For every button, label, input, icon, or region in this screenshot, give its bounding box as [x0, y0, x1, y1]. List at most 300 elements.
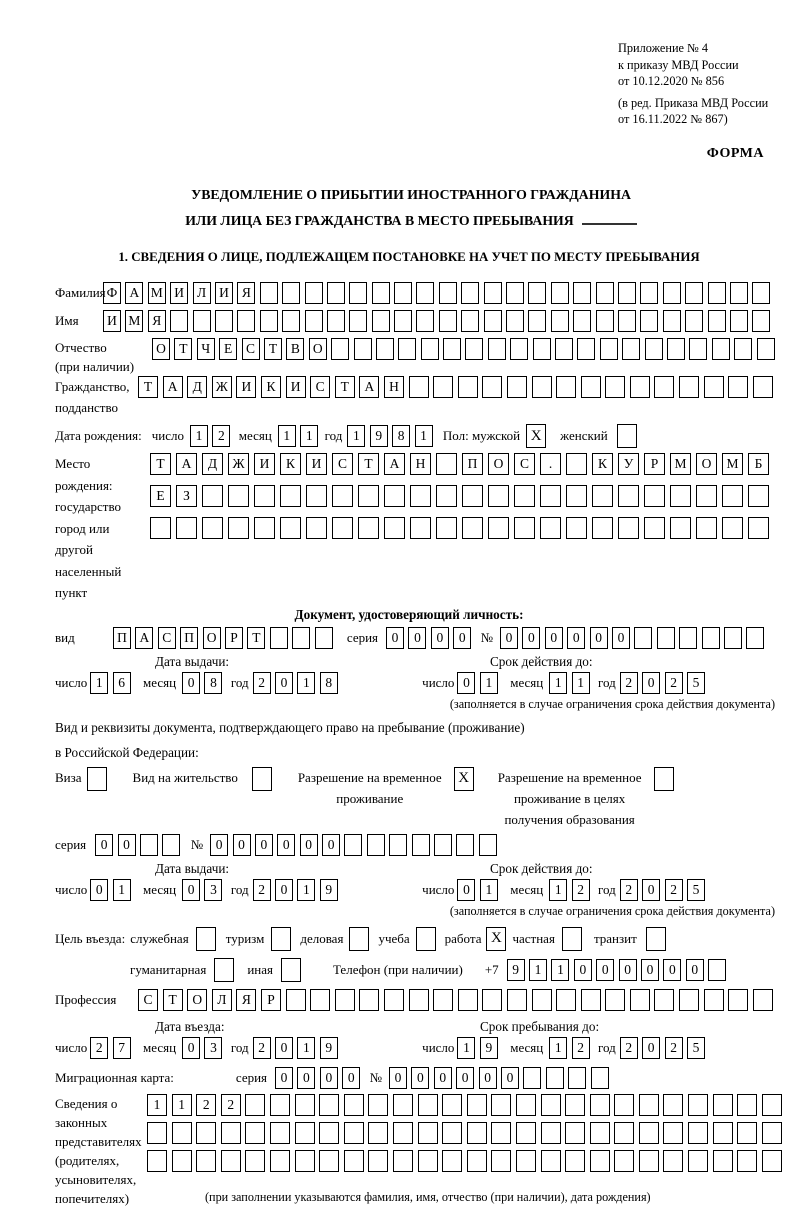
char-cell[interactable]: 1 [297, 1037, 315, 1059]
char-cell[interactable]: К [280, 453, 301, 475]
char-cell[interactable]: И [215, 282, 233, 304]
char-cell[interactable] [254, 517, 275, 539]
char-cell[interactable]: 0 [182, 879, 200, 901]
char-cell[interactable] [590, 1122, 610, 1144]
char-cell[interactable]: 0 [663, 959, 681, 981]
char-cell[interactable] [566, 453, 587, 475]
char-cell[interactable] [618, 282, 636, 304]
char-cell[interactable] [670, 517, 691, 539]
char-cell[interactable]: 5 [687, 1037, 705, 1059]
char-cell[interactable]: 0 [522, 627, 540, 649]
char-cell[interactable] [245, 1094, 265, 1116]
char-cell[interactable]: 2 [620, 672, 638, 694]
char-cell[interactable] [713, 1122, 733, 1144]
char-cell[interactable]: О [696, 453, 717, 475]
char-cell[interactable]: 1 [190, 425, 208, 447]
char-cell[interactable] [592, 517, 613, 539]
char-cell[interactable] [596, 310, 614, 332]
char-cell[interactable] [555, 338, 573, 360]
char-cell[interactable]: М [125, 310, 143, 332]
char-cell[interactable] [418, 1150, 438, 1172]
char-cell[interactable] [630, 989, 650, 1011]
char-cell[interactable] [708, 310, 726, 332]
stay-year-cells[interactable] [620, 1037, 710, 1059]
char-cell[interactable] [327, 282, 345, 304]
char-cell[interactable]: Я [236, 989, 256, 1011]
char-cell[interactable] [556, 376, 576, 398]
char-cell[interactable]: Т [335, 376, 355, 398]
char-cell[interactable] [596, 282, 614, 304]
migcard-series-cells[interactable] [275, 1067, 365, 1089]
purpose-transit-checkbox[interactable] [646, 927, 666, 951]
char-cell[interactable] [193, 310, 211, 332]
char-cell[interactable]: Л [212, 989, 232, 1011]
char-cell[interactable] [252, 767, 272, 791]
char-cell[interactable]: 0 [642, 1037, 660, 1059]
char-cell[interactable]: 0 [642, 672, 660, 694]
char-cell[interactable] [332, 517, 353, 539]
char-cell[interactable]: 0 [411, 1067, 429, 1089]
char-cell[interactable]: И [286, 376, 306, 398]
char-cell[interactable] [367, 834, 385, 856]
char-cell[interactable] [349, 282, 367, 304]
purpose-tourism-checkbox[interactable] [271, 927, 291, 951]
char-cell[interactable] [418, 1122, 438, 1144]
char-cell[interactable]: Е [150, 485, 171, 507]
char-cell[interactable] [617, 424, 637, 448]
char-cell[interactable] [162, 834, 180, 856]
char-cell[interactable] [696, 517, 717, 539]
char-cell[interactable] [573, 282, 591, 304]
char-cell[interactable]: А [135, 627, 153, 649]
doc-issue-day-cells[interactable] [90, 672, 135, 694]
sex-male-checkbox[interactable] [526, 424, 546, 448]
char-cell[interactable] [394, 310, 412, 332]
char-cell[interactable] [442, 1122, 462, 1144]
char-cell[interactable] [600, 338, 618, 360]
char-cell[interactable]: 2 [620, 879, 638, 901]
migcard-number-cells[interactable] [389, 1067, 613, 1089]
char-cell[interactable] [202, 485, 223, 507]
char-cell[interactable]: 9 [370, 425, 388, 447]
char-cell[interactable]: 0 [182, 672, 200, 694]
char-cell[interactable] [270, 627, 288, 649]
char-cell[interactable] [479, 834, 497, 856]
birthplace-row3-cells[interactable] [150, 517, 774, 539]
char-cell[interactable] [436, 517, 457, 539]
char-cell[interactable]: 1 [278, 425, 296, 447]
char-cell[interactable]: 0 [457, 879, 475, 901]
char-cell[interactable] [319, 1150, 339, 1172]
char-cell[interactable]: 0 [233, 834, 251, 856]
char-cell[interactable] [282, 310, 300, 332]
char-cell[interactable]: 0 [277, 834, 295, 856]
char-cell[interactable] [540, 485, 561, 507]
char-cell[interactable]: Ж [212, 376, 232, 398]
char-cell[interactable] [746, 627, 764, 649]
char-cell[interactable]: М [148, 282, 166, 304]
char-cell[interactable] [418, 1094, 438, 1116]
char-cell[interactable] [443, 338, 461, 360]
char-cell[interactable] [541, 1150, 561, 1172]
char-cell[interactable]: П [462, 453, 483, 475]
char-cell[interactable] [319, 1122, 339, 1144]
char-cell[interactable]: 1 [480, 879, 498, 901]
char-cell[interactable] [354, 338, 372, 360]
char-cell[interactable] [344, 1122, 364, 1144]
char-cell[interactable] [730, 310, 748, 332]
char-cell[interactable] [488, 338, 506, 360]
char-cell[interactable] [507, 376, 527, 398]
char-cell[interactable]: 1 [549, 1037, 567, 1059]
char-cell[interactable]: 2 [665, 1037, 683, 1059]
char-cell[interactable] [384, 517, 405, 539]
char-cell[interactable]: 3 [204, 879, 222, 901]
birthdate-year-cells[interactable] [347, 425, 437, 447]
purpose-business-checkbox[interactable] [349, 927, 369, 951]
char-cell[interactable] [306, 485, 327, 507]
char-cell[interactable]: 0 [590, 627, 608, 649]
char-cell[interactable] [566, 485, 587, 507]
char-cell[interactable] [713, 1094, 733, 1116]
char-cell[interactable] [393, 1150, 413, 1172]
char-cell[interactable] [221, 1122, 241, 1144]
char-cell[interactable] [663, 310, 681, 332]
char-cell[interactable] [170, 310, 188, 332]
purpose-private-checkbox[interactable] [562, 927, 582, 951]
char-cell[interactable] [436, 485, 457, 507]
char-cell[interactable]: Т [264, 338, 282, 360]
char-cell[interactable] [433, 989, 453, 1011]
char-cell[interactable] [202, 517, 223, 539]
char-cell[interactable] [762, 1150, 782, 1172]
char-cell[interactable] [614, 1122, 634, 1144]
char-cell[interactable] [646, 927, 666, 951]
char-cell[interactable]: 1 [415, 425, 433, 447]
char-cell[interactable]: 2 [253, 672, 271, 694]
char-cell[interactable] [344, 1150, 364, 1172]
char-cell[interactable]: 2 [665, 672, 683, 694]
doc-type-cells[interactable] [113, 627, 337, 649]
char-cell[interactable] [484, 282, 502, 304]
char-cell[interactable]: 0 [297, 1067, 315, 1089]
char-cell[interactable] [433, 376, 453, 398]
char-cell[interactable] [358, 485, 379, 507]
char-cell[interactable] [734, 338, 752, 360]
char-cell[interactable] [533, 338, 551, 360]
char-cell[interactable]: Д [202, 453, 223, 475]
char-cell[interactable] [376, 338, 394, 360]
char-cell[interactable] [728, 989, 748, 1011]
char-cell[interactable] [639, 1094, 659, 1116]
char-cell[interactable] [696, 485, 717, 507]
char-cell[interactable] [434, 834, 452, 856]
char-cell[interactable] [634, 627, 652, 649]
birthdate-day-cells[interactable] [190, 425, 235, 447]
char-cell[interactable] [439, 282, 457, 304]
char-cell[interactable] [467, 1122, 487, 1144]
char-cell[interactable] [359, 989, 379, 1011]
char-cell[interactable] [506, 282, 524, 304]
char-cell[interactable]: А [176, 453, 197, 475]
char-cell[interactable] [565, 1094, 585, 1116]
char-cell[interactable]: Е [219, 338, 237, 360]
char-cell[interactable] [491, 1094, 511, 1116]
char-cell[interactable]: 1 [300, 425, 318, 447]
doc-valid-month-cells[interactable] [549, 672, 594, 694]
char-cell[interactable]: 0 [479, 1067, 497, 1089]
birthplace-row2-cells[interactable] [150, 485, 774, 507]
char-cell[interactable] [482, 989, 502, 1011]
char-cell[interactable]: К [592, 453, 613, 475]
char-cell[interactable]: 0 [408, 627, 426, 649]
char-cell[interactable] [409, 376, 429, 398]
char-cell[interactable]: И [236, 376, 256, 398]
char-cell[interactable]: 9 [320, 1037, 338, 1059]
char-cell[interactable]: А [163, 376, 183, 398]
char-cell[interactable] [663, 1150, 683, 1172]
char-cell[interactable] [461, 282, 479, 304]
char-cell[interactable]: X [526, 424, 546, 448]
char-cell[interactable]: 0 [275, 1037, 293, 1059]
char-cell[interactable] [622, 338, 640, 360]
char-cell[interactable] [667, 338, 685, 360]
char-cell[interactable] [368, 1150, 388, 1172]
char-cell[interactable] [305, 282, 323, 304]
char-cell[interactable]: Ф [103, 282, 121, 304]
char-cell[interactable]: 2 [253, 879, 271, 901]
char-cell[interactable]: 0 [545, 627, 563, 649]
char-cell[interactable]: 0 [386, 627, 404, 649]
entry-day-cells[interactable] [90, 1037, 135, 1059]
char-cell[interactable] [458, 989, 478, 1011]
char-cell[interactable]: Н [410, 453, 431, 475]
char-cell[interactable]: 0 [457, 672, 475, 694]
char-cell[interactable]: 8 [320, 672, 338, 694]
char-cell[interactable] [331, 338, 349, 360]
char-cell[interactable] [467, 1094, 487, 1116]
char-cell[interactable]: 0 [434, 1067, 452, 1089]
char-cell[interactable] [516, 1094, 536, 1116]
char-cell[interactable] [368, 1122, 388, 1144]
char-cell[interactable]: Б [748, 453, 769, 475]
char-cell[interactable] [410, 485, 431, 507]
char-cell[interactable] [762, 1122, 782, 1144]
char-cell[interactable] [488, 517, 509, 539]
stay-day-cells[interactable] [457, 1037, 502, 1059]
char-cell[interactable]: А [384, 453, 405, 475]
char-cell[interactable]: 0 [500, 627, 518, 649]
char-cell[interactable] [654, 376, 674, 398]
char-cell[interactable] [465, 338, 483, 360]
char-cell[interactable] [384, 989, 404, 1011]
char-cell[interactable]: 0 [182, 1037, 200, 1059]
char-cell[interactable] [532, 989, 552, 1011]
char-cell[interactable] [484, 310, 502, 332]
char-cell[interactable]: 2 [572, 1037, 590, 1059]
char-cell[interactable]: 0 [342, 1067, 360, 1089]
char-cell[interactable] [172, 1150, 192, 1172]
res-issue-year-cells[interactable] [253, 879, 343, 901]
char-cell[interactable] [491, 1122, 511, 1144]
char-cell[interactable] [491, 1150, 511, 1172]
char-cell[interactable] [461, 310, 479, 332]
char-cell[interactable] [654, 767, 674, 791]
char-cell[interactable]: 2 [620, 1037, 638, 1059]
char-cell[interactable] [514, 485, 535, 507]
char-cell[interactable]: 0 [322, 834, 340, 856]
char-cell[interactable] [416, 927, 436, 951]
char-cell[interactable] [221, 1150, 241, 1172]
char-cell[interactable] [551, 310, 569, 332]
char-cell[interactable] [546, 1067, 564, 1089]
char-cell[interactable] [482, 376, 502, 398]
char-cell[interactable] [688, 1122, 708, 1144]
char-cell[interactable]: И [306, 453, 327, 475]
char-cell[interactable]: 0 [210, 834, 228, 856]
char-cell[interactable]: В [286, 338, 304, 360]
char-cell[interactable]: И [170, 282, 188, 304]
char-cell[interactable]: 0 [612, 627, 630, 649]
char-cell[interactable] [679, 376, 699, 398]
char-cell[interactable]: 0 [501, 1067, 519, 1089]
char-cell[interactable] [752, 282, 770, 304]
char-cell[interactable]: 0 [574, 959, 592, 981]
char-cell[interactable]: 2 [221, 1094, 241, 1116]
char-cell[interactable]: 0 [389, 1067, 407, 1089]
char-cell[interactable] [737, 1122, 757, 1144]
char-cell[interactable]: 1 [529, 959, 547, 981]
char-cell[interactable]: 7 [113, 1037, 131, 1059]
char-cell[interactable]: З [176, 485, 197, 507]
char-cell[interactable]: 2 [572, 879, 590, 901]
char-cell[interactable] [573, 310, 591, 332]
char-cell[interactable] [510, 338, 528, 360]
char-cell[interactable]: Т [150, 453, 171, 475]
char-cell[interactable] [748, 517, 769, 539]
char-cell[interactable]: О [152, 338, 170, 360]
surname-cells[interactable] [103, 282, 775, 304]
char-cell[interactable]: С [158, 627, 176, 649]
char-cell[interactable] [412, 834, 430, 856]
char-cell[interactable]: 9 [320, 879, 338, 901]
char-cell[interactable] [147, 1122, 167, 1144]
char-cell[interactable] [349, 310, 367, 332]
char-cell[interactable] [358, 517, 379, 539]
char-cell[interactable]: 1 [457, 1037, 475, 1059]
char-cell[interactable] [389, 834, 407, 856]
char-cell[interactable] [372, 310, 390, 332]
char-cell[interactable]: 1 [551, 959, 569, 981]
char-cell[interactable] [215, 310, 233, 332]
char-cell[interactable]: 0 [275, 879, 293, 901]
char-cell[interactable] [708, 282, 726, 304]
char-cell[interactable] [712, 338, 730, 360]
char-cell[interactable]: 1 [549, 672, 567, 694]
char-cell[interactable] [416, 310, 434, 332]
char-cell[interactable]: 9 [480, 1037, 498, 1059]
char-cell[interactable] [332, 485, 353, 507]
char-cell[interactable] [516, 1150, 536, 1172]
char-cell[interactable]: X [454, 767, 474, 791]
stay-month-cells[interactable] [549, 1037, 594, 1059]
char-cell[interactable]: 8 [204, 672, 222, 694]
char-cell[interactable] [306, 517, 327, 539]
char-cell[interactable] [614, 1094, 634, 1116]
char-cell[interactable]: П [113, 627, 131, 649]
char-cell[interactable] [281, 958, 301, 982]
char-cell[interactable]: Т [358, 453, 379, 475]
char-cell[interactable] [416, 282, 434, 304]
char-cell[interactable] [384, 485, 405, 507]
char-cell[interactable] [260, 282, 278, 304]
char-cell[interactable] [368, 1094, 388, 1116]
char-cell[interactable] [456, 834, 474, 856]
char-cell[interactable]: 0 [320, 1067, 338, 1089]
char-cell[interactable] [688, 1150, 708, 1172]
char-cell[interactable] [315, 627, 333, 649]
char-cell[interactable]: 2 [212, 425, 230, 447]
char-cell[interactable]: У [618, 453, 639, 475]
char-cell[interactable] [196, 1122, 216, 1144]
char-cell[interactable] [409, 989, 429, 1011]
char-cell[interactable] [605, 376, 625, 398]
char-cell[interactable]: 1 [147, 1094, 167, 1116]
char-cell[interactable] [372, 282, 390, 304]
char-cell[interactable]: X [486, 927, 506, 951]
char-cell[interactable]: 0 [456, 1067, 474, 1089]
char-cell[interactable]: 0 [641, 959, 659, 981]
purpose-study-checkbox[interactable] [416, 927, 436, 951]
char-cell[interactable] [421, 338, 439, 360]
char-cell[interactable] [541, 1094, 561, 1116]
char-cell[interactable] [196, 1150, 216, 1172]
char-cell[interactable]: Д [187, 376, 207, 398]
purpose-work-checkbox[interactable] [486, 927, 506, 951]
char-cell[interactable] [753, 989, 773, 1011]
char-cell[interactable] [514, 517, 535, 539]
char-cell[interactable] [640, 282, 658, 304]
purpose-official-checkbox[interactable] [196, 927, 216, 951]
char-cell[interactable] [737, 1094, 757, 1116]
phone-cells[interactable] [507, 959, 731, 981]
char-cell[interactable]: И [103, 310, 121, 332]
entry-month-cells[interactable] [182, 1037, 227, 1059]
temp-residence-checkbox[interactable] [454, 767, 474, 791]
char-cell[interactable] [523, 1067, 541, 1089]
char-cell[interactable] [286, 989, 306, 1011]
char-cell[interactable] [639, 1122, 659, 1144]
char-cell[interactable] [196, 927, 216, 951]
char-cell[interactable]: С [310, 376, 330, 398]
char-cell[interactable] [176, 517, 197, 539]
char-cell[interactable]: М [722, 453, 743, 475]
char-cell[interactable]: О [488, 453, 509, 475]
char-cell[interactable] [540, 517, 561, 539]
char-cell[interactable]: 2 [665, 879, 683, 901]
doc-issue-month-cells[interactable] [182, 672, 227, 694]
char-cell[interactable] [581, 989, 601, 1011]
char-cell[interactable] [702, 627, 720, 649]
char-cell[interactable]: И [254, 453, 275, 475]
res-issue-month-cells[interactable] [182, 879, 227, 901]
char-cell[interactable] [344, 1094, 364, 1116]
char-cell[interactable]: 0 [619, 959, 637, 981]
char-cell[interactable]: 6 [113, 672, 131, 694]
char-cell[interactable] [737, 1150, 757, 1172]
char-cell[interactable] [614, 1150, 634, 1172]
reps-row3-cells[interactable] [147, 1150, 786, 1172]
